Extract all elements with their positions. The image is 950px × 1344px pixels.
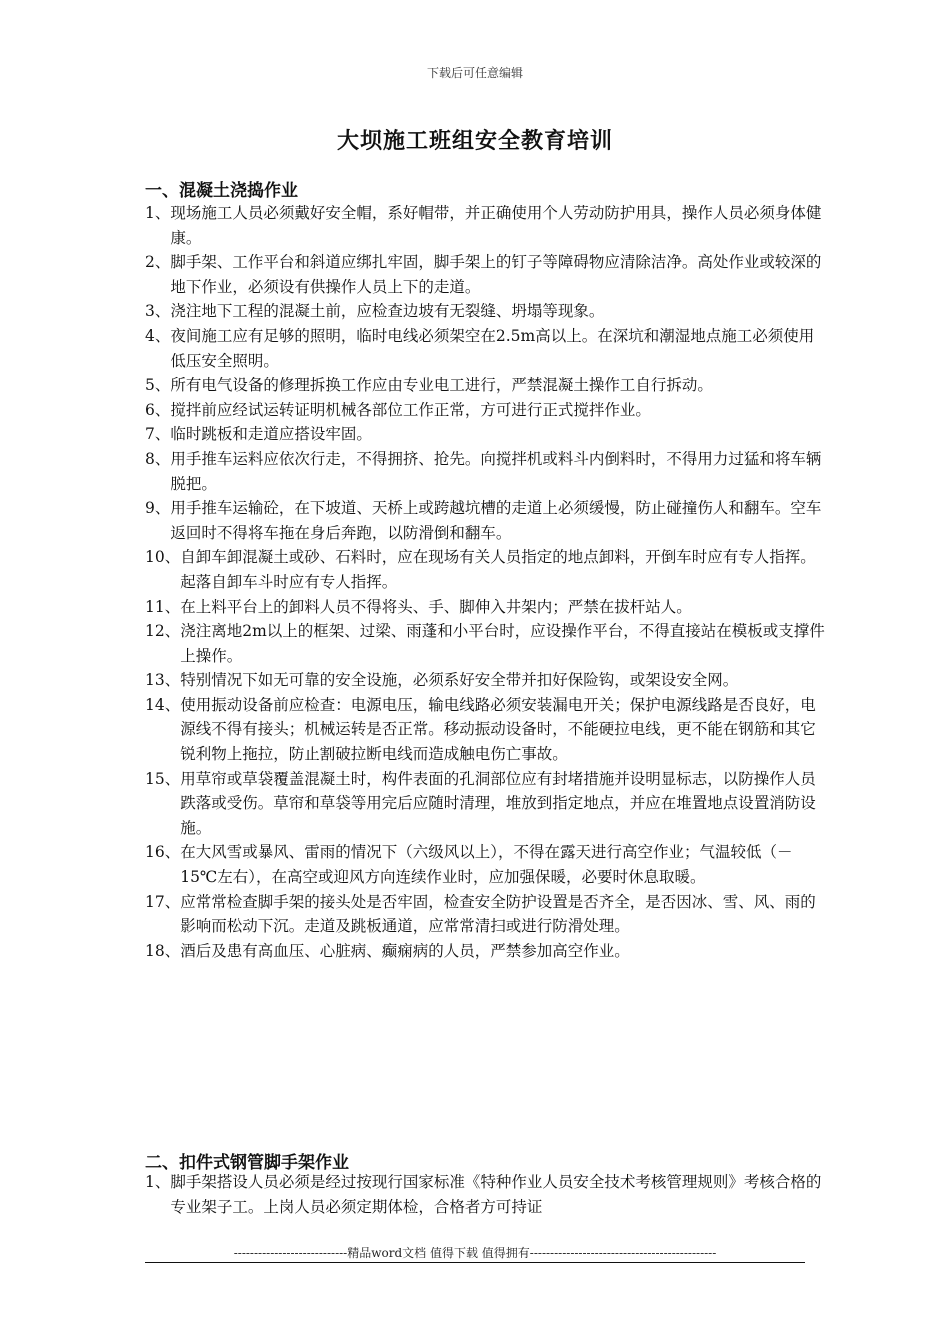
item-text: 在上料平台上的卸料人员不得将头、手、脚伸入井架内；严禁在拔杆站人。 — [180, 597, 692, 616]
item-number: 15、 — [145, 769, 181, 788]
item-text: 自卸车卸混凝土或砂、石料时，应在现场有关人员指定的地点卸料，开倒车时应有专人指挥。起落自卸车斗时应有专人指挥。 — [180, 548, 816, 591]
item-number: 1、 — [145, 204, 171, 222]
item-text: 夜间施工应有足够的照明，临时电线必须架空在2.5m高以上。在深坑和潮湿地点施工必须使用低压安全照明。 — [170, 326, 815, 370]
item-text: 所有电气设备的修理拆换工作应由专业电工进行，严禁混凝土操作工自行拆动。 — [170, 376, 713, 395]
list-item — [145, 447, 825, 496]
list-item — [145, 324, 825, 373]
item-text: 使用振动设备前应检查：电源电压，输电线路必须安装漏电开关；保护电源线路是否良好，电源线不得有接头；机械运转是否正常。移动振动设备时，不能硬拉电线，更不能在钢筋和其它锐利物上拖拉，防止割破拉断电线而造成触电伤亡事故。 — [180, 695, 816, 764]
list-item — [145, 939, 825, 964]
footer-rule — [145, 1262, 805, 1263]
list-item — [145, 693, 825, 767]
item-text: 特别情况下如无可靠的安全设施，必须系好安全带并扣好保险钩，或架设安全网。 — [180, 671, 739, 690]
item-number: 18、 — [145, 941, 181, 960]
item-text: 临时跳板和走道应搭设牢固。 — [170, 425, 372, 444]
list-item — [145, 422, 825, 447]
item-number: 3、 — [145, 302, 171, 321]
item-number: 8、 — [145, 449, 171, 468]
item-number: 6、 — [145, 400, 171, 419]
section-heading-1: 一、混凝土浇捣作业 — [145, 181, 298, 201]
item-number: 10、 — [145, 548, 181, 567]
document-title: 大坝施工班组安全教育培训 — [336, 128, 613, 154]
section-heading-2: 二、扣件式钢管脚手架作业 — [145, 1153, 349, 1173]
list-item — [145, 496, 825, 545]
item-number: 9、 — [145, 499, 171, 518]
item-number: 14、 — [145, 695, 181, 714]
list-item — [145, 201, 825, 250]
item-text: 搅拌前应经试运转证明机械各部位工作正常，方可进行正式搅拌作业。 — [170, 400, 651, 419]
list-item — [145, 398, 825, 423]
list-item — [145, 545, 825, 594]
item-text: 酒后及患有高血压、心脏病、癫痫病的人员，严禁参加高空作业。 — [180, 941, 630, 960]
item-text: 脚手架搭设人员必须是经过按现行国家标准《特种作业人员安全技术考核管理规则》考核合格的专业架子工。上岗人员必须定期体检，合格者方可持证 — [170, 1173, 822, 1216]
list-item — [145, 890, 825, 939]
item-text: 脚手架、工作平台和斜道应绑扎牢固，脚手架上的钉子等障碍物应清除洁净。高处作业或较深的地下作业，必须设有供操作人员上下的走道。 — [170, 253, 822, 296]
footer-text: ----------------------------精品word文档 值得下载 值得拥有---------------------------------------------- — [233, 1246, 717, 1260]
list-item — [145, 299, 825, 324]
list-item — [145, 668, 825, 693]
list-item — [145, 840, 825, 889]
list-item — [145, 619, 825, 668]
item-text: 在大风雪或暴风、雷雨的情况下（六级风以上），不得在露天进行高空作业；气温较低（－15℃左右），在高空或迎风方向连续作业时，应加强保暖，必要时休息取暖。 — [180, 843, 793, 887]
item-text: 应常常检查脚手架的接头处是否牢固，检查安全防护设置是否齐全，是否因冰、雪、风、雨的影响而松动下沉。走道及跳板通道，应常常清扫或进行防滑处理。 — [180, 892, 816, 936]
item-number: 11、 — [145, 597, 181, 616]
item-number: 1、 — [145, 1173, 171, 1191]
item-text: 用草帘或草袋覆盖混凝土时，构件表面的孔洞部位应有封堵措施并设明显标志，以防操作人员跌落或受伤。草帘和草袋等用完后应随时清理，堆放到指定地点，并应在堆置地点设置消防设施。 — [180, 769, 816, 837]
item-number: 13、 — [145, 671, 181, 690]
item-number: 7、 — [145, 425, 171, 444]
header-note: 下载后可任意编辑 — [426, 66, 523, 80]
list-item — [145, 373, 825, 398]
item-text: 现场施工人员必须戴好安全帽，系好帽带，并正确使用个人劳动防护用具，操作人员必须身体健康。 — [170, 204, 822, 247]
item-number: 2、 — [145, 253, 171, 272]
section-2-item-list — [145, 1170, 825, 1219]
item-number: 4、 — [145, 326, 171, 345]
item-number: 12、 — [145, 622, 181, 641]
item-text: 浇注离地2m以上的框架、过梁、雨蓬和小平台时，应设操作平台，不得直接站在模板或支撑件上操作。 — [180, 622, 825, 665]
item-text: 浇注地下工程的混凝土前，应检查边坡有无裂缝、坍塌等现象。 — [170, 302, 605, 321]
list-item — [145, 595, 825, 620]
item-text: 用手推车运料应依次行走，不得拥挤、抢先。向搅拌机或料斗内倒料时，不得用力过猛和将车辆脱把。 — [170, 449, 822, 493]
item-number: 17、 — [145, 892, 181, 911]
item-number: 16、 — [145, 843, 181, 862]
item-text: 用手推车运输砼，在下坡道、天桥上或跨越坑槽的走道上必须缓慢，防止碰撞伤人和翻车。空车返回时不得将车拖在身后奔跑，以防滑倒和翻车。 — [170, 499, 822, 542]
list-item — [145, 1170, 825, 1219]
item-number: 5、 — [145, 376, 171, 395]
list-item — [145, 250, 825, 299]
list-item — [145, 767, 825, 841]
section-1-item-list — [145, 201, 825, 963]
